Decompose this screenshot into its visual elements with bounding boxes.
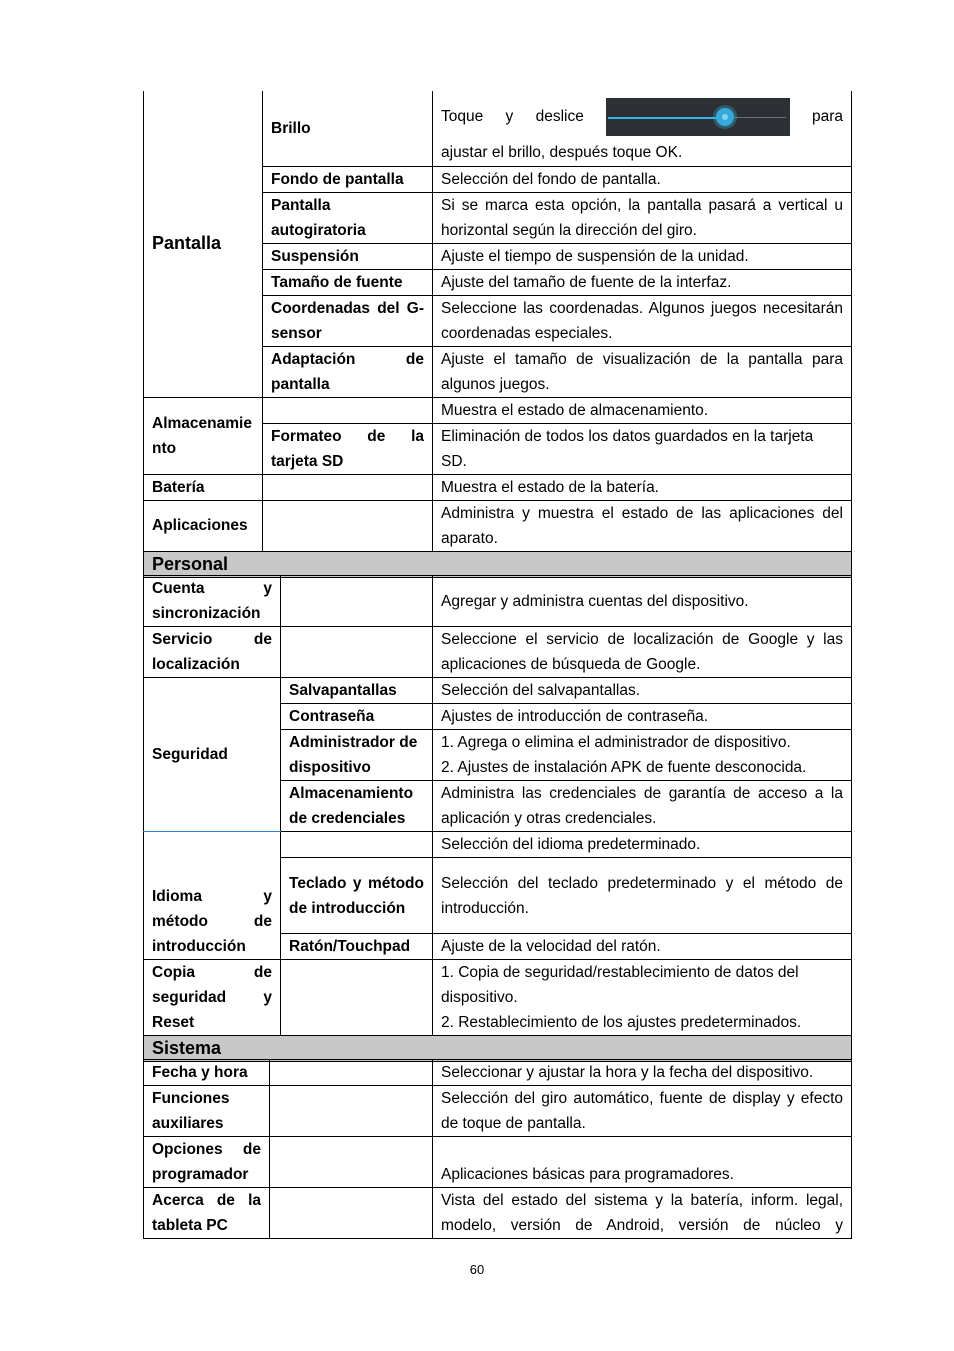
settings-table: [143, 91, 852, 578]
aplicaciones-description: Administra y muestra el estado de las aplicaciones del aparato.: [433, 500, 852, 551]
adaptacion-description: Ajuste el tamaño de visualización de la pantalla para algunos juegos.: [433, 346, 852, 397]
almacenamiento-label: Almacenamiento: [152, 414, 252, 457]
copia-description: [433, 960, 852, 1036]
administrador-description: [433, 730, 852, 781]
setting-contrasena: Contraseña: [281, 704, 433, 730]
setting-coordenadas: Coordenadas del G-sensor: [263, 295, 433, 346]
idioma-description: Selección del idioma predeterminado.: [433, 832, 852, 858]
brillo-text-post: para: [811, 108, 843, 126]
category-copia: Copia de seguridad y Reset: [144, 960, 281, 1036]
administrador-desc-2: 2. Ajustes de instalación APK de fuente desconocida.: [441, 759, 807, 776]
setting-brillo: Brillo: [263, 91, 433, 166]
setting-teclado: Teclado y método de introducción: [281, 858, 433, 934]
funciones-empty: [270, 1086, 433, 1137]
setting-credenciales: Almacenamiento de credenciales: [281, 781, 433, 832]
copia-empty: [281, 960, 433, 1036]
funciones-description: Selección del giro automático, fuente de display y efecto de toque de pantalla.: [433, 1086, 852, 1137]
setting-administrador: Administrador de dispositivo: [281, 730, 433, 781]
fecha-empty: [270, 1060, 433, 1086]
administrador-desc-1: 1. Agrega o elimina el administrador de dispositivo.: [441, 734, 791, 751]
category-servicio: Servicio de localización: [144, 627, 281, 678]
setting-formateo-sd: Formateo de la tarjeta SD: [263, 423, 433, 474]
setting-tamano-fuente: Tamaño de fuente: [263, 269, 433, 295]
acerca-description: Vista del estado del sistema y la batería, inform. legal, modelo, versión de Android, versión de núcleo y: [433, 1188, 852, 1239]
setting-salvapantallas: Salvapantallas: [281, 678, 433, 704]
coordenadas-description: Seleccione las coordenadas. Algunos juegos necesitarán coordenadas especiales.: [433, 295, 852, 346]
formateo-sd-description: Eliminación de todos los datos guardados en la tarjeta SD.: [433, 423, 852, 474]
autogiratoria-description: Si se marca esta opción, la pantalla pasará a vertical u horizontal según la dirección del giro.: [433, 192, 852, 243]
slider-knob-icon: [716, 108, 734, 126]
almacenamiento-empty: [263, 397, 433, 423]
setting-fondo: Fondo de pantalla: [263, 166, 433, 192]
salvapantallas-description: Selección del salvapantallas.: [433, 678, 852, 704]
contrasena-description: Ajustes de introducción de contraseña.: [433, 704, 852, 730]
settings-table-personal: [143, 575, 852, 1062]
category-idioma: Idioma y método de introducción: [144, 832, 281, 960]
brillo-description: [433, 91, 852, 166]
opciones-description: Aplicaciones básicas para programadores.: [433, 1137, 852, 1188]
setting-raton: Ratón/Touchpad: [281, 934, 433, 960]
category-seguridad: Seguridad: [144, 678, 281, 832]
category-aplicaciones: Aplicaciones: [144, 500, 263, 551]
credenciales-description: Administra las credenciales de garantía de acceso a la aplicación y otras credenciales.: [433, 781, 852, 832]
suspension-description: Ajuste el tiempo de suspensión de la unidad.: [433, 243, 852, 269]
idioma-empty: [281, 832, 433, 858]
fondo-description: Selección del fondo de pantalla.: [433, 166, 852, 192]
cuenta-description: Agregar y administra cuentas del dispositivo.: [433, 576, 852, 627]
page-number: 60: [469, 1262, 485, 1277]
opciones-empty: [270, 1137, 433, 1188]
raton-description: Ajuste de la velocidad del ratón.: [433, 934, 852, 960]
brightness-slider: [606, 98, 790, 136]
servicio-empty: [281, 627, 433, 678]
fecha-description: Seleccionar y ajustar la hora y la fecha del dispositivo.: [433, 1060, 852, 1086]
section-header-personal: Personal: [144, 551, 852, 577]
servicio-description: Seleccione el servicio de localización de Google y las aplicaciones de búsqueda de Google.: [433, 627, 852, 678]
bateria-empty: [263, 474, 433, 500]
bateria-description: Muestra el estado de la batería.: [433, 474, 852, 500]
setting-suspension: Suspensión: [263, 243, 433, 269]
copia-desc-2: 2. Restablecimiento de los ajustes predeterminados.: [441, 1014, 802, 1031]
almacenamiento-description: Muestra el estado de almacenamiento.: [433, 397, 852, 423]
category-bateria: Batería: [144, 474, 263, 500]
teclado-description: Selección del teclado predeterminado y el método de introducción.: [433, 858, 852, 934]
category-acerca: Acerca de la tableta PC: [144, 1188, 270, 1239]
category-cuenta: Cuenta y sincronización: [144, 576, 281, 627]
category-funciones: Funciones auxiliares: [144, 1086, 270, 1137]
brillo-text-line2: ajustar el brillo, después toque OK.: [441, 143, 683, 161]
section-header-sistema: Sistema: [144, 1036, 852, 1062]
brillo-text-pre: Toque y deslice: [441, 108, 584, 126]
settings-table-sistema: [143, 1059, 852, 1239]
setting-adaptacion: Adaptación de pantalla: [263, 346, 433, 397]
cuenta-empty: [281, 576, 433, 627]
aplicaciones-empty: [263, 500, 433, 551]
copia-desc-1: 1. Copia de seguridad/restablecimiento de datos del dispositivo.: [441, 964, 799, 1006]
category-pantalla: Pantalla: [144, 91, 263, 397]
category-almacenamiento: [144, 397, 263, 474]
setting-autogiratoria: Pantalla autogiratoria: [263, 192, 433, 243]
tamano-fuente-description: Ajuste del tamaño de fuente de la interfaz.: [433, 269, 852, 295]
acerca-empty: [270, 1188, 433, 1239]
category-fecha: Fecha y hora: [144, 1060, 270, 1086]
category-opciones: Opciones de programador: [144, 1137, 270, 1188]
